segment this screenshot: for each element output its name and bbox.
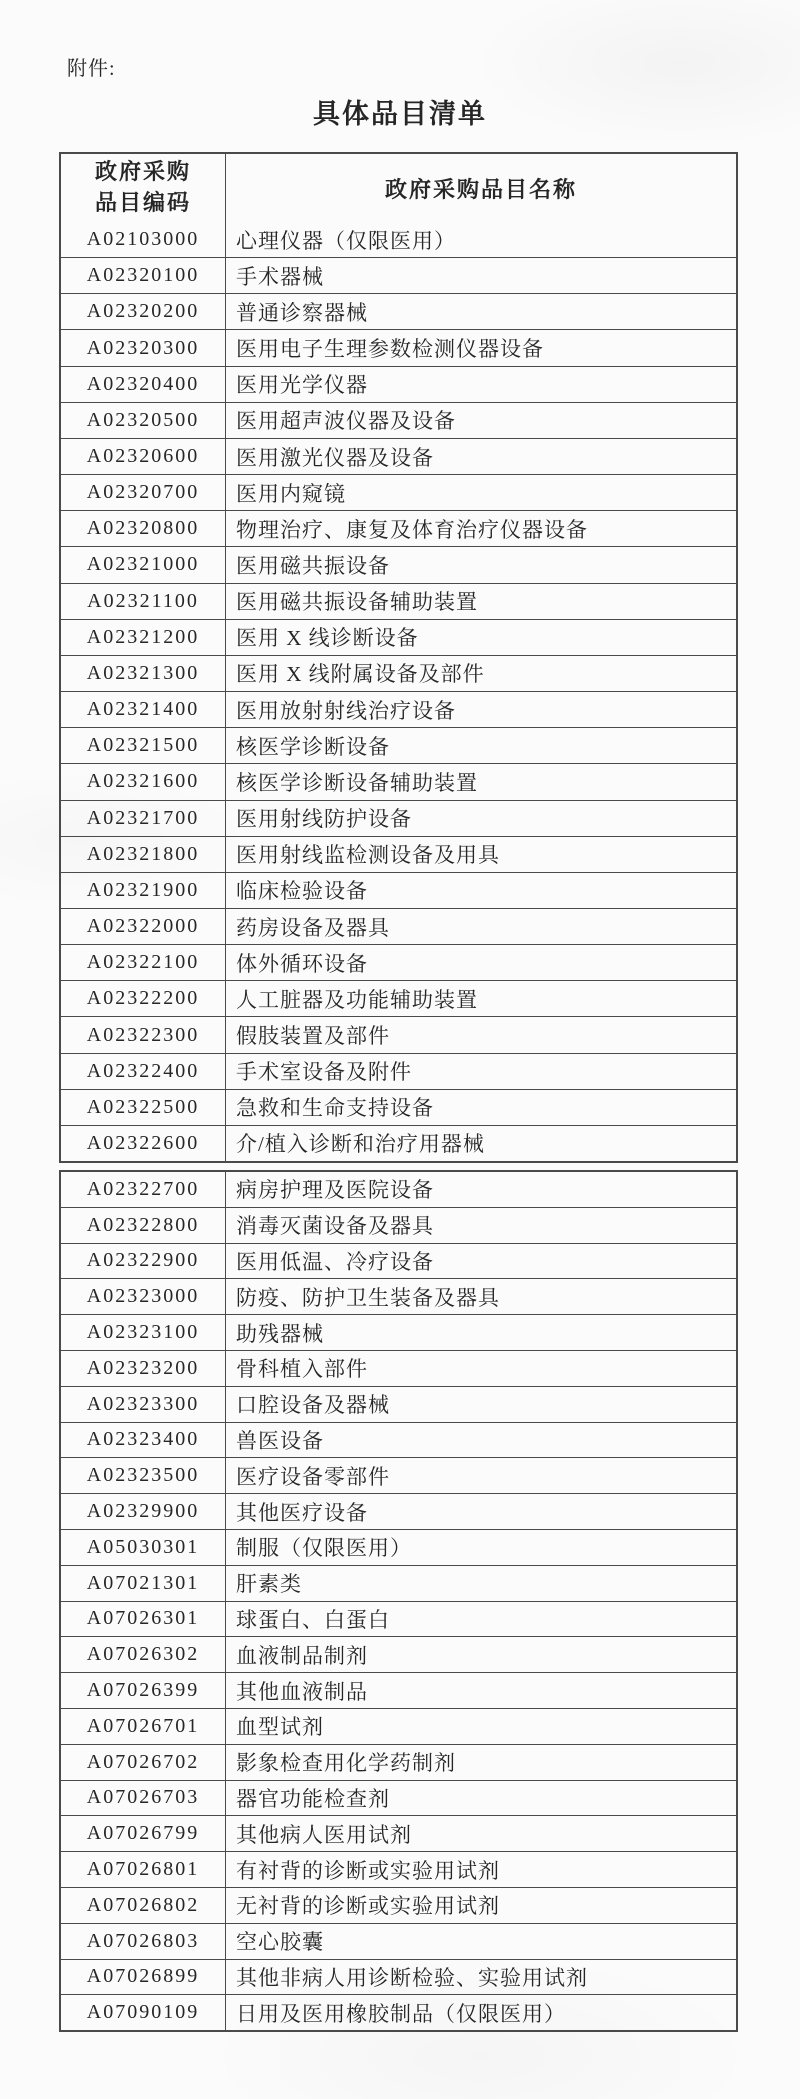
item-code-cell	[61, 330, 226, 365]
item-code: A02321500	[86, 734, 200, 757]
table-row	[61, 257, 736, 293]
item-name-cell	[226, 1924, 736, 1959]
item-name-cell	[226, 1494, 736, 1529]
item-code-cell	[61, 403, 226, 438]
item-code-cell	[61, 620, 226, 655]
item-code-cell	[61, 1924, 226, 1959]
item-code-cell	[61, 1172, 226, 1207]
item-name: 医用放射射线治疗设备	[236, 698, 456, 723]
table-row	[61, 800, 736, 836]
item-code-cell	[61, 837, 226, 872]
item-code: A02322800	[86, 1213, 200, 1236]
table-row	[61, 944, 736, 980]
item-name: 消毒灭菌设备及器具	[236, 1214, 434, 1239]
item-code-cell	[61, 1566, 226, 1601]
item-name: 病房护理及医院设备	[236, 1178, 434, 1203]
item-name: 临床检验设备	[236, 879, 368, 904]
table-row	[61, 1636, 736, 1672]
table-row	[61, 980, 736, 1016]
item-code: A02320300	[86, 336, 200, 359]
item-code-cell	[61, 1960, 226, 1995]
table-row	[61, 329, 736, 365]
item-code-cell	[61, 1852, 226, 1887]
item-code: A02323200	[86, 1356, 200, 1379]
attachment-label: 附件:	[67, 58, 116, 80]
item-code-cell	[61, 728, 226, 763]
item-name-cell	[226, 945, 736, 980]
item-name: 介/植入诊断和治疗用器械	[236, 1132, 485, 1157]
item-code-cell	[61, 692, 226, 727]
table-row	[61, 763, 736, 799]
item-code-cell	[61, 873, 226, 908]
item-code: A02320700	[86, 481, 200, 504]
item-code: A02329900	[86, 1500, 200, 1523]
item-code-cell	[61, 1315, 226, 1350]
item-name: 其他非病人用诊断检验、实验用试剂	[236, 1965, 588, 1990]
item-code: A02321400	[86, 698, 200, 721]
item-code: A02322700	[86, 1177, 200, 1200]
item-code-cell	[61, 1530, 226, 1565]
table-row	[61, 1565, 736, 1601]
item-code-cell	[61, 439, 226, 474]
table-row	[61, 1207, 736, 1243]
table-row	[61, 474, 736, 510]
table-row	[61, 1672, 736, 1708]
item-code-cell	[61, 656, 226, 691]
item-code-cell	[61, 1279, 226, 1314]
item-name-cell	[226, 909, 736, 944]
item-name: 核医学诊断设备辅助装置	[236, 770, 478, 795]
item-name-cell	[226, 1566, 736, 1601]
item-name-cell	[226, 1673, 736, 1708]
item-name: 普通诊察器械	[236, 300, 368, 325]
table-row	[61, 1243, 736, 1279]
item-code-cell	[61, 1637, 226, 1672]
item-code-cell	[61, 1888, 226, 1923]
table-row	[61, 1089, 736, 1125]
item-name-cell	[226, 1852, 736, 1887]
item-name-cell	[226, 620, 736, 655]
table-row	[61, 1278, 736, 1314]
item-code: A02321600	[86, 770, 200, 793]
item-code-cell	[61, 367, 226, 402]
item-code: A07026301	[86, 1607, 200, 1630]
item-code: A02321900	[86, 878, 200, 901]
table-row	[61, 836, 736, 872]
table-row	[61, 1125, 736, 1161]
item-name-cell	[226, 1745, 736, 1780]
item-code-cell	[61, 1244, 226, 1279]
item-name: 物理治疗、康复及体育治疗仪器设备	[236, 517, 588, 542]
item-name: 影象检查用化学药制剂	[236, 1751, 456, 1776]
item-name-cell	[226, 511, 736, 546]
item-name-cell	[226, 692, 736, 727]
table-row	[61, 1314, 736, 1350]
item-code: A02322900	[86, 1249, 200, 1272]
item-code-cell	[61, 1458, 226, 1493]
table-row	[61, 1744, 736, 1780]
item-code: A02322200	[86, 987, 200, 1010]
item-name-cell	[226, 1208, 736, 1243]
table-row	[61, 1529, 736, 1565]
item-name: 药房设备及器具	[236, 915, 390, 940]
item-name: 防疫、防护卫生装备及器具	[236, 1285, 500, 1310]
table-row	[61, 1172, 736, 1207]
item-name: 医用射线防护设备	[236, 807, 412, 832]
item-name: 医用 X 线诊断设备	[236, 626, 419, 651]
item-code: A02320800	[86, 517, 200, 540]
item-code-cell	[61, 258, 226, 293]
table-row	[61, 1780, 736, 1816]
table-row	[61, 1422, 736, 1458]
item-name: 医用电子生理参数检测仪器设备	[236, 337, 544, 362]
table-row	[61, 872, 736, 908]
item-code: A07026802	[86, 1893, 200, 1916]
item-code-cell	[61, 764, 226, 799]
item-code: A02323000	[86, 1285, 200, 1308]
item-code-cell	[61, 1995, 226, 2030]
item-name: 其他医疗设备	[236, 1500, 368, 1525]
item-name: 医用光学仪器	[236, 373, 368, 398]
item-code-cell	[61, 909, 226, 944]
name-column-header	[226, 154, 736, 222]
item-name-cell	[226, 1602, 736, 1637]
item-code: A02322000	[86, 915, 200, 938]
item-code-cell	[61, 1423, 226, 1458]
item-code-cell	[61, 584, 226, 619]
page-title: 具体品目清单	[313, 99, 487, 129]
item-code: A02320400	[86, 372, 200, 395]
item-code-cell	[61, 294, 226, 329]
item-code-cell	[61, 1387, 226, 1422]
item-code-cell	[61, 1126, 226, 1161]
item-name: 空心胶囊	[236, 1930, 324, 1955]
item-code: A02320600	[86, 445, 200, 468]
table-row	[61, 1994, 736, 2030]
item-code-cell	[61, 1017, 226, 1052]
item-code: A02323400	[86, 1428, 200, 1451]
item-code: A02323500	[86, 1464, 200, 1487]
item-name-cell	[226, 403, 736, 438]
item-code: A07026701	[86, 1714, 200, 1737]
item-name-cell	[226, 1423, 736, 1458]
item-name-cell	[226, 475, 736, 510]
table-row	[61, 546, 736, 582]
table-row	[61, 1851, 736, 1887]
table-row	[61, 1493, 736, 1529]
item-name-cell	[226, 1244, 736, 1279]
item-name-cell	[226, 1458, 736, 1493]
item-name-cell	[226, 981, 736, 1016]
table-row	[61, 438, 736, 474]
item-name: 其他血液制品	[236, 1679, 368, 1704]
item-code: A02321800	[86, 842, 200, 865]
item-name-cell	[226, 1637, 736, 1672]
item-code-cell	[61, 1090, 226, 1125]
table-row	[61, 655, 736, 691]
item-name-cell	[226, 656, 736, 691]
table-row	[61, 908, 736, 944]
table-row	[61, 222, 736, 257]
item-name-cell	[226, 547, 736, 582]
item-code-cell	[61, 547, 226, 582]
item-code-cell	[61, 1816, 226, 1851]
item-code-cell	[61, 981, 226, 1016]
code-header-line1: 政府采购	[94, 159, 191, 185]
table-row	[61, 1708, 736, 1744]
item-code-cell	[61, 1602, 226, 1637]
table-row	[61, 293, 736, 329]
item-code: A07026703	[86, 1786, 200, 1809]
item-code: A02321200	[86, 625, 200, 648]
item-name: 口腔设备及器械	[236, 1393, 390, 1418]
item-code-cell	[61, 1494, 226, 1529]
item-name: 血型试剂	[236, 1715, 324, 1740]
item-name-cell	[226, 1315, 736, 1350]
item-code-cell	[61, 475, 226, 510]
item-code: A07026702	[86, 1750, 200, 1773]
item-code-cell	[61, 511, 226, 546]
item-name-cell	[226, 1960, 736, 1995]
item-name-cell	[226, 367, 736, 402]
item-name: 肝素类	[236, 1572, 302, 1597]
item-name-cell	[226, 1090, 736, 1125]
item-name-cell	[226, 1054, 736, 1089]
table-row	[61, 583, 736, 619]
item-code: A07026899	[86, 1965, 200, 1988]
item-name: 手术室设备及附件	[236, 1060, 412, 1085]
item-name-cell	[226, 728, 736, 763]
item-name: 心理仪器（仅限医用）	[236, 228, 456, 253]
item-name: 无衬背的诊断或实验用试剂	[236, 1894, 500, 1919]
item-name: 器官功能检查剂	[236, 1786, 390, 1811]
item-name: 医用射线监检测设备及用具	[236, 843, 500, 868]
table-row	[61, 1601, 736, 1637]
item-name: 医用内窥镜	[236, 481, 346, 506]
table-row	[61, 1350, 736, 1386]
item-code: A07090109	[86, 2001, 200, 2024]
item-code: A02322500	[86, 1095, 200, 1118]
item-name-cell	[226, 439, 736, 474]
item-code: A02320500	[86, 408, 200, 431]
item-code-cell	[61, 1208, 226, 1243]
item-name-cell	[226, 1172, 736, 1207]
item-code-cell	[61, 1709, 226, 1744]
table-row	[61, 1959, 736, 1995]
table-row	[61, 510, 736, 546]
item-name-cell	[226, 764, 736, 799]
item-code-cell	[61, 801, 226, 836]
table-row	[61, 691, 736, 727]
item-name-cell	[226, 1995, 736, 2030]
item-code-cell	[61, 1054, 226, 1089]
item-code-cell	[61, 945, 226, 980]
table-header-row	[61, 154, 736, 222]
items-table-part-1	[59, 152, 738, 1163]
item-name-cell	[226, 1888, 736, 1923]
item-name: 医用低温、冷疗设备	[236, 1249, 434, 1274]
item-name: 手术器械	[236, 264, 324, 289]
item-code: A02323100	[86, 1321, 200, 1344]
item-code-cell	[61, 1745, 226, 1780]
item-code: A02322300	[86, 1023, 200, 1046]
item-name-cell	[226, 1781, 736, 1816]
item-name-cell	[226, 258, 736, 293]
item-name-cell	[226, 1126, 736, 1161]
table-row	[61, 1386, 736, 1422]
table-row	[61, 619, 736, 655]
table-row	[61, 1887, 736, 1923]
item-name: 制服（仅限医用）	[236, 1536, 412, 1561]
item-code: A02321100	[87, 589, 199, 612]
item-code-cell	[61, 222, 226, 257]
item-name: 医疗设备零部件	[236, 1464, 390, 1489]
item-name: 核医学诊断设备	[236, 734, 390, 759]
item-code: A02322100	[86, 951, 200, 974]
item-code: A05030301	[86, 1535, 200, 1558]
item-name: 助残器械	[236, 1321, 324, 1346]
item-name: 人工脏器及功能辅助装置	[236, 987, 478, 1012]
item-code-cell	[61, 1673, 226, 1708]
item-name: 急救和生命支持设备	[236, 1096, 434, 1121]
item-name: 兽医设备	[236, 1428, 324, 1453]
item-code-cell	[61, 1781, 226, 1816]
item-name-cell	[226, 1279, 736, 1314]
item-name: 医用 X 线附属设备及部件	[236, 662, 485, 687]
item-name: 医用超声波仪器及设备	[236, 409, 456, 434]
item-code: A02321000	[86, 553, 200, 576]
item-name-cell	[226, 1351, 736, 1386]
item-code: A02323300	[86, 1392, 200, 1415]
item-name: 球蛋白、白蛋白	[236, 1607, 390, 1632]
item-name: 日用及医用橡胶制品（仅限医用）	[236, 2001, 566, 2026]
table-row	[61, 366, 736, 402]
item-code: A02321700	[86, 806, 200, 829]
item-name: 体外循环设备	[236, 951, 368, 976]
table-row	[61, 1923, 736, 1959]
item-code: A07026801	[86, 1858, 200, 1881]
item-code: A07026399	[86, 1679, 200, 1702]
table-row	[61, 727, 736, 763]
item-name-cell	[226, 330, 736, 365]
item-name-cell	[226, 294, 736, 329]
item-name: 医用磁共振设备辅助装置	[236, 590, 478, 615]
item-code: A02320100	[86, 264, 200, 287]
item-name-cell	[226, 222, 736, 257]
item-name-cell	[226, 801, 736, 836]
item-name-cell	[226, 1709, 736, 1744]
table-row	[61, 1457, 736, 1493]
item-name-cell	[226, 1387, 736, 1422]
item-name-cell	[226, 873, 736, 908]
item-name-cell	[226, 1530, 736, 1565]
item-name-cell	[226, 584, 736, 619]
items-table-part-2	[59, 1170, 738, 2032]
item-code: A07026799	[86, 1822, 200, 1845]
item-code: A02322400	[86, 1059, 200, 1082]
name-header-label: 政府采购品目名称	[384, 176, 577, 202]
item-name: 医用激光仪器及设备	[236, 445, 434, 470]
item-name: 医用磁共振设备	[236, 553, 390, 578]
item-name: 假肢装置及部件	[236, 1024, 390, 1049]
item-name-cell	[226, 1816, 736, 1851]
item-name-cell	[226, 837, 736, 872]
item-code: A02321300	[86, 661, 200, 684]
item-name: 有衬背的诊断或实验用试剂	[236, 1858, 500, 1883]
item-code: A07026803	[86, 1929, 200, 1952]
table-row	[61, 402, 736, 438]
item-name: 血液制品制剂	[236, 1643, 368, 1668]
item-name-cell	[226, 1017, 736, 1052]
item-code: A07026302	[86, 1643, 200, 1666]
item-code-cell	[61, 1351, 226, 1386]
item-code: A02322600	[86, 1131, 200, 1154]
item-code: A07021301	[86, 1571, 200, 1594]
item-code: A02103000	[86, 228, 200, 251]
item-name: 骨科植入部件	[236, 1357, 368, 1382]
table-row	[61, 1016, 736, 1052]
code-header-line2: 品目编码	[94, 190, 191, 215]
item-code: A02320200	[86, 300, 200, 323]
table-row	[61, 1053, 736, 1089]
item-name: 其他病人医用试剂	[236, 1822, 412, 1847]
table-row	[61, 1815, 736, 1851]
code-column-header	[61, 154, 226, 222]
